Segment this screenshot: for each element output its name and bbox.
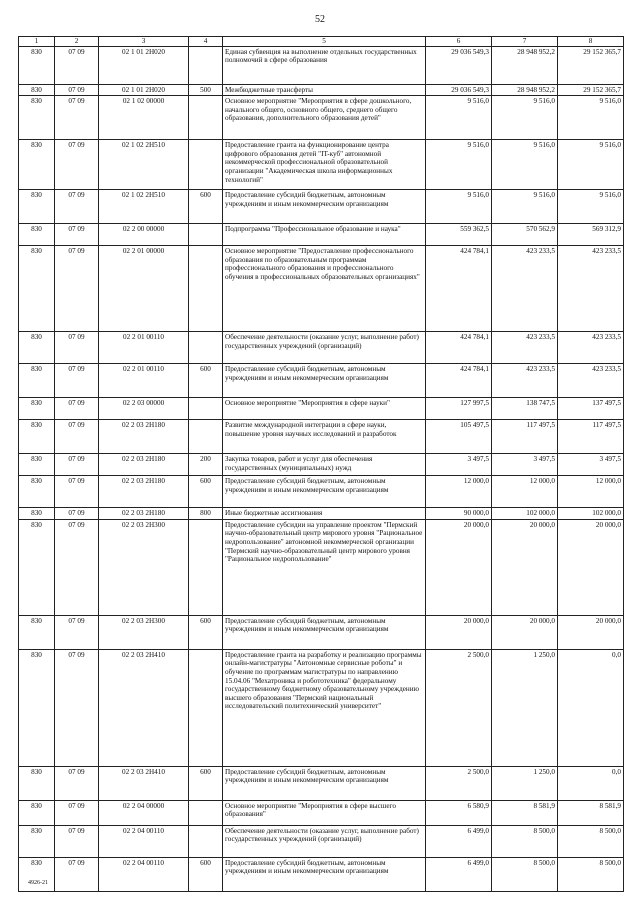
table-row — [19, 96, 624, 140]
cell-amount-year3: 423 233,5 — [558, 364, 624, 398]
table-row — [19, 857, 624, 891]
cell-expense-type — [189, 825, 223, 857]
table-row — [19, 224, 624, 246]
cell-amount-year1: 424 784,1 — [426, 364, 492, 398]
cell-section-code: 07 09 — [55, 476, 99, 508]
cell-amount-year1: 20 000,0 — [426, 519, 492, 615]
cell-expense-type: 200 — [189, 454, 223, 476]
cell-amount-year2: 3 497,5 — [492, 454, 558, 476]
cell-amount-year1: 90 000,0 — [426, 508, 492, 520]
cell-ministry-code: 830 — [19, 420, 55, 454]
cell-amount-year2: 8 500,0 — [492, 825, 558, 857]
cell-amount-year1: 29 036 549,3 — [426, 46, 492, 84]
cell-amount-year3: 20 000,0 — [558, 519, 624, 615]
table-row — [19, 825, 624, 857]
cell-expense-type: 600 — [189, 476, 223, 508]
table-row — [19, 140, 624, 190]
cell-description: Основное мероприятие "Мероприятия в сфере дошкольного, начального общего, основного общего, среднего общего образования, дополнительного образования детей" — [223, 96, 426, 140]
table-row — [19, 420, 624, 454]
cell-section-code: 07 09 — [55, 398, 99, 420]
cell-amount-year2: 102 000,0 — [492, 508, 558, 520]
cell-ministry-code: 830 — [19, 140, 55, 190]
cell-amount-year3: 29 152 365,7 — [558, 84, 624, 96]
cell-ministry-code: 830 — [19, 766, 55, 800]
cell-description: Предоставление субсидии на управление проектом "Пермский научно-образовательный центр мирового уровня "Рациональное недропользование" автономной некоммерческой организации "Пермский научно-образовательный центр мирового уровня "Рациональное недропользование" — [223, 519, 426, 615]
cell-expense-type — [189, 246, 223, 332]
cell-target-code: 02 1 01 2H020 — [99, 84, 189, 96]
cell-ministry-code: 830 — [19, 454, 55, 476]
cell-description: Основное мероприятие "Предоставление профессионального образования по образовательным программам профессионального образования и профессионального обучения в профессиональных образовательных организациях" — [223, 246, 426, 332]
cell-ministry-code: 830 — [19, 615, 55, 649]
table-row — [19, 519, 624, 615]
cell-section-code: 07 09 — [55, 364, 99, 398]
cell-section-code: 07 09 — [55, 190, 99, 224]
cell-target-code: 02 2 03 2H180 — [99, 476, 189, 508]
column-header: 4 — [189, 37, 223, 47]
cell-amount-year2: 423 233,5 — [492, 364, 558, 398]
cell-section-code: 07 09 — [55, 420, 99, 454]
cell-description: Основное мероприятие "Мероприятия в сфере высшего образования" — [223, 800, 426, 825]
cell-description: Единая субвенция на выполнение отдельных государственных полномочий в сфере образования — [223, 46, 426, 84]
cell-amount-year1: 6 499,0 — [426, 825, 492, 857]
cell-ministry-code: 830 — [19, 190, 55, 224]
cell-amount-year1: 9 516,0 — [426, 140, 492, 190]
cell-description: Предоставление субсидий бюджетным, автономным учреждениям и иным некоммерческим организациям — [223, 476, 426, 508]
cell-target-code: 02 2 03 2H180 — [99, 508, 189, 520]
column-header: 7 — [492, 37, 558, 47]
cell-ministry-code: 830 — [19, 825, 55, 857]
cell-target-code: 02 2 00 00000 — [99, 224, 189, 246]
cell-target-code: 02 2 04 00110 — [99, 825, 189, 857]
cell-amount-year2: 8 500,0 — [492, 857, 558, 891]
cell-amount-year1: 3 497,5 — [426, 454, 492, 476]
cell-expense-type — [189, 140, 223, 190]
cell-amount-year3: 0,0 — [558, 766, 624, 800]
cell-amount-year2: 423 233,5 — [492, 332, 558, 364]
cell-section-code: 07 09 — [55, 615, 99, 649]
cell-target-code: 02 2 04 00110 — [99, 857, 189, 891]
budget-table — [18, 36, 624, 892]
cell-amount-year1: 105 497,5 — [426, 420, 492, 454]
cell-target-code: 02 2 03 00000 — [99, 398, 189, 420]
table-row — [19, 246, 624, 332]
cell-ministry-code: 830 — [19, 800, 55, 825]
cell-ministry-code: 830 — [19, 398, 55, 420]
cell-amount-year3: 8 581,9 — [558, 800, 624, 825]
cell-description: Закупка товаров, работ и услуг для обеспечения государственных (муниципальных) нужд — [223, 454, 426, 476]
cell-expense-type — [189, 649, 223, 766]
cell-ministry-code: 830 — [19, 364, 55, 398]
cell-description: Предоставление гранта на разработку и реализацию программы онлайн-магистратуры "Автономные сервисные роботы" и обучение по программам магистратуры по направлению 15.04.06 "Мехатроника и робототехника" федеральному государственному бюджетному образовательному учреждению высшего образования "Пермский национальный исследовательский политехнический университет" — [223, 649, 426, 766]
cell-expense-type: 600 — [189, 615, 223, 649]
cell-target-code: 02 2 01 00000 — [99, 246, 189, 332]
cell-amount-year3: 29 152 365,7 — [558, 46, 624, 84]
cell-section-code: 07 09 — [55, 825, 99, 857]
cell-amount-year2: 423 233,5 — [492, 246, 558, 332]
cell-target-code: 02 1 02 2H510 — [99, 190, 189, 224]
table-row — [19, 398, 624, 420]
cell-ministry-code: 830 — [19, 332, 55, 364]
cell-ministry-code: 830 — [19, 519, 55, 615]
cell-amount-year3: 137 497,5 — [558, 398, 624, 420]
cell-amount-year3: 102 000,0 — [558, 508, 624, 520]
cell-section-code: 07 09 — [55, 649, 99, 766]
table-row — [19, 454, 624, 476]
cell-amount-year3: 9 516,0 — [558, 140, 624, 190]
page-number: 52 — [315, 14, 325, 25]
cell-ministry-code: 830 — [19, 46, 55, 84]
cell-target-code: 02 2 03 2H180 — [99, 454, 189, 476]
cell-expense-type — [189, 420, 223, 454]
cell-ministry-code: 830 — [19, 508, 55, 520]
cell-amount-year2: 9 516,0 — [492, 96, 558, 140]
cell-ministry-code: 830 — [19, 246, 55, 332]
cell-amount-year2: 138 747,5 — [492, 398, 558, 420]
cell-target-code: 02 1 02 00000 — [99, 96, 189, 140]
cell-target-code: 02 2 03 2H300 — [99, 615, 189, 649]
cell-section-code: 07 09 — [55, 96, 99, 140]
cell-amount-year1: 9 516,0 — [426, 190, 492, 224]
cell-amount-year1: 29 036 549,3 — [426, 84, 492, 96]
cell-section-code: 07 09 — [55, 84, 99, 96]
cell-ministry-code: 830 — [19, 649, 55, 766]
cell-amount-year2: 28 948 952,2 — [492, 46, 558, 84]
column-header: 1 — [19, 37, 55, 47]
cell-section-code: 07 09 — [55, 800, 99, 825]
cell-expense-type: 600 — [189, 766, 223, 800]
column-header: 5 — [223, 37, 426, 47]
table-row — [19, 649, 624, 766]
cell-description: Развитие международной интеграции в сфере науки, повышение уровня научных исследований и разработок — [223, 420, 426, 454]
cell-ministry-code: 830 — [19, 84, 55, 96]
cell-amount-year3: 569 312,9 — [558, 224, 624, 246]
cell-target-code: 02 2 01 00110 — [99, 332, 189, 364]
cell-description: Предоставление субсидий бюджетным, автономным учреждениям и иным некоммерческим организациям — [223, 190, 426, 224]
cell-expense-type — [189, 332, 223, 364]
cell-amount-year3: 3 497,5 — [558, 454, 624, 476]
document-code: 4926-21 — [28, 880, 48, 886]
cell-amount-year3: 117 497,5 — [558, 420, 624, 454]
cell-amount-year2: 1 250,0 — [492, 766, 558, 800]
cell-amount-year1: 424 784,1 — [426, 246, 492, 332]
cell-ministry-code: 830 — [19, 224, 55, 246]
cell-ministry-code: 830 — [19, 857, 55, 891]
cell-amount-year3: 20 000,0 — [558, 615, 624, 649]
table-row — [19, 364, 624, 398]
cell-description: Обеспечение деятельности (оказание услуг, выполнение работ) государственных учреждений (организаций) — [223, 332, 426, 364]
cell-description: Предоставление гранта на функционирование центра цифрового образования детей "IT-куб" автономной некоммерческой профессиональной образовательной организации "Академическая школа информационных технологий" — [223, 140, 426, 190]
cell-amount-year1: 424 784,1 — [426, 332, 492, 364]
cell-expense-type: 600 — [189, 190, 223, 224]
cell-target-code: 02 2 04 00000 — [99, 800, 189, 825]
cell-description: Межбюджетные трансферты — [223, 84, 426, 96]
cell-description: Предоставление субсидий бюджетным, автономным учреждениям и иным некоммерческим организациям — [223, 766, 426, 800]
cell-amount-year1: 9 516,0 — [426, 96, 492, 140]
cell-amount-year3: 423 233,5 — [558, 332, 624, 364]
cell-amount-year1: 6 499,0 — [426, 857, 492, 891]
cell-expense-type — [189, 398, 223, 420]
cell-section-code: 07 09 — [55, 246, 99, 332]
cell-description: Основное мероприятие "Мероприятия в сфере науки" — [223, 398, 426, 420]
cell-amount-year2: 28 948 952,2 — [492, 84, 558, 96]
cell-section-code: 07 09 — [55, 508, 99, 520]
cell-description: Иные бюджетные ассигнования — [223, 508, 426, 520]
cell-target-code: 02 2 03 2H410 — [99, 766, 189, 800]
column-header: 3 — [99, 37, 189, 47]
cell-target-code: 02 2 01 00110 — [99, 364, 189, 398]
cell-section-code: 07 09 — [55, 46, 99, 84]
cell-description: Предоставление субсидий бюджетным, автономным учреждениям и иным некоммерческим организациям — [223, 364, 426, 398]
cell-ministry-code: 830 — [19, 476, 55, 508]
column-header: 2 — [55, 37, 99, 47]
cell-expense-type — [189, 46, 223, 84]
cell-amount-year1: 127 997,5 — [426, 398, 492, 420]
cell-expense-type — [189, 96, 223, 140]
cell-amount-year3: 8 500,0 — [558, 825, 624, 857]
cell-amount-year3: 423 233,5 — [558, 246, 624, 332]
cell-amount-year1: 12 000,0 — [426, 476, 492, 508]
table-row — [19, 766, 624, 800]
cell-description: Подпрограмма "Профессиональное образование и наука" — [223, 224, 426, 246]
cell-section-code: 07 09 — [55, 766, 99, 800]
cell-expense-type — [189, 800, 223, 825]
cell-expense-type — [189, 224, 223, 246]
cell-amount-year1: 559 362,5 — [426, 224, 492, 246]
cell-section-code: 07 09 — [55, 140, 99, 190]
cell-amount-year2: 570 562,9 — [492, 224, 558, 246]
table-row — [19, 84, 624, 96]
cell-section-code: 07 09 — [55, 224, 99, 246]
cell-ministry-code: 830 — [19, 96, 55, 140]
cell-amount-year3: 8 500,0 — [558, 857, 624, 891]
table-row — [19, 190, 624, 224]
cell-amount-year1: 2 500,0 — [426, 649, 492, 766]
table-row — [19, 615, 624, 649]
column-header: 8 — [558, 37, 624, 47]
cell-amount-year3: 9 516,0 — [558, 96, 624, 140]
cell-amount-year1: 6 580,9 — [426, 800, 492, 825]
cell-description: Предоставление субсидий бюджетным, автономным учреждениям и иным некоммерческим организациям — [223, 615, 426, 649]
cell-amount-year2: 20 000,0 — [492, 519, 558, 615]
cell-expense-type: 600 — [189, 857, 223, 891]
cell-amount-year3: 0,0 — [558, 649, 624, 766]
table-row — [19, 508, 624, 520]
cell-amount-year2: 20 000,0 — [492, 615, 558, 649]
cell-target-code: 02 2 03 2H410 — [99, 649, 189, 766]
cell-amount-year1: 20 000,0 — [426, 615, 492, 649]
cell-expense-type: 800 — [189, 508, 223, 520]
table-row — [19, 800, 624, 825]
cell-description: Обеспечение деятельности (оказание услуг, выполнение работ) государственных учреждений (организаций) — [223, 825, 426, 857]
cell-expense-type: 600 — [189, 364, 223, 398]
cell-amount-year2: 9 516,0 — [492, 140, 558, 190]
cell-amount-year2: 8 581,9 — [492, 800, 558, 825]
cell-amount-year2: 117 497,5 — [492, 420, 558, 454]
cell-section-code: 07 09 — [55, 857, 99, 891]
table-row — [19, 476, 624, 508]
header-row — [19, 37, 624, 47]
cell-amount-year2: 1 250,0 — [492, 649, 558, 766]
cell-target-code: 02 2 03 2H180 — [99, 420, 189, 454]
table-row — [19, 46, 624, 84]
cell-amount-year2: 12 000,0 — [492, 476, 558, 508]
cell-amount-year3: 9 516,0 — [558, 190, 624, 224]
cell-section-code: 07 09 — [55, 454, 99, 476]
cell-expense-type: 500 — [189, 84, 223, 96]
cell-section-code: 07 09 — [55, 332, 99, 364]
cell-amount-year3: 12 000,0 — [558, 476, 624, 508]
cell-amount-year2: 9 516,0 — [492, 190, 558, 224]
cell-target-code: 02 1 01 2H020 — [99, 46, 189, 84]
cell-expense-type — [189, 519, 223, 615]
cell-target-code: 02 1 02 2H510 — [99, 140, 189, 190]
table-row — [19, 332, 624, 364]
cell-amount-year1: 2 500,0 — [426, 766, 492, 800]
column-header: 6 — [426, 37, 492, 47]
cell-section-code: 07 09 — [55, 519, 99, 615]
cell-target-code: 02 2 03 2H300 — [99, 519, 189, 615]
cell-description: Предоставление субсидий бюджетным, автономным учреждениям и иным некоммерческим организациям — [223, 857, 426, 891]
